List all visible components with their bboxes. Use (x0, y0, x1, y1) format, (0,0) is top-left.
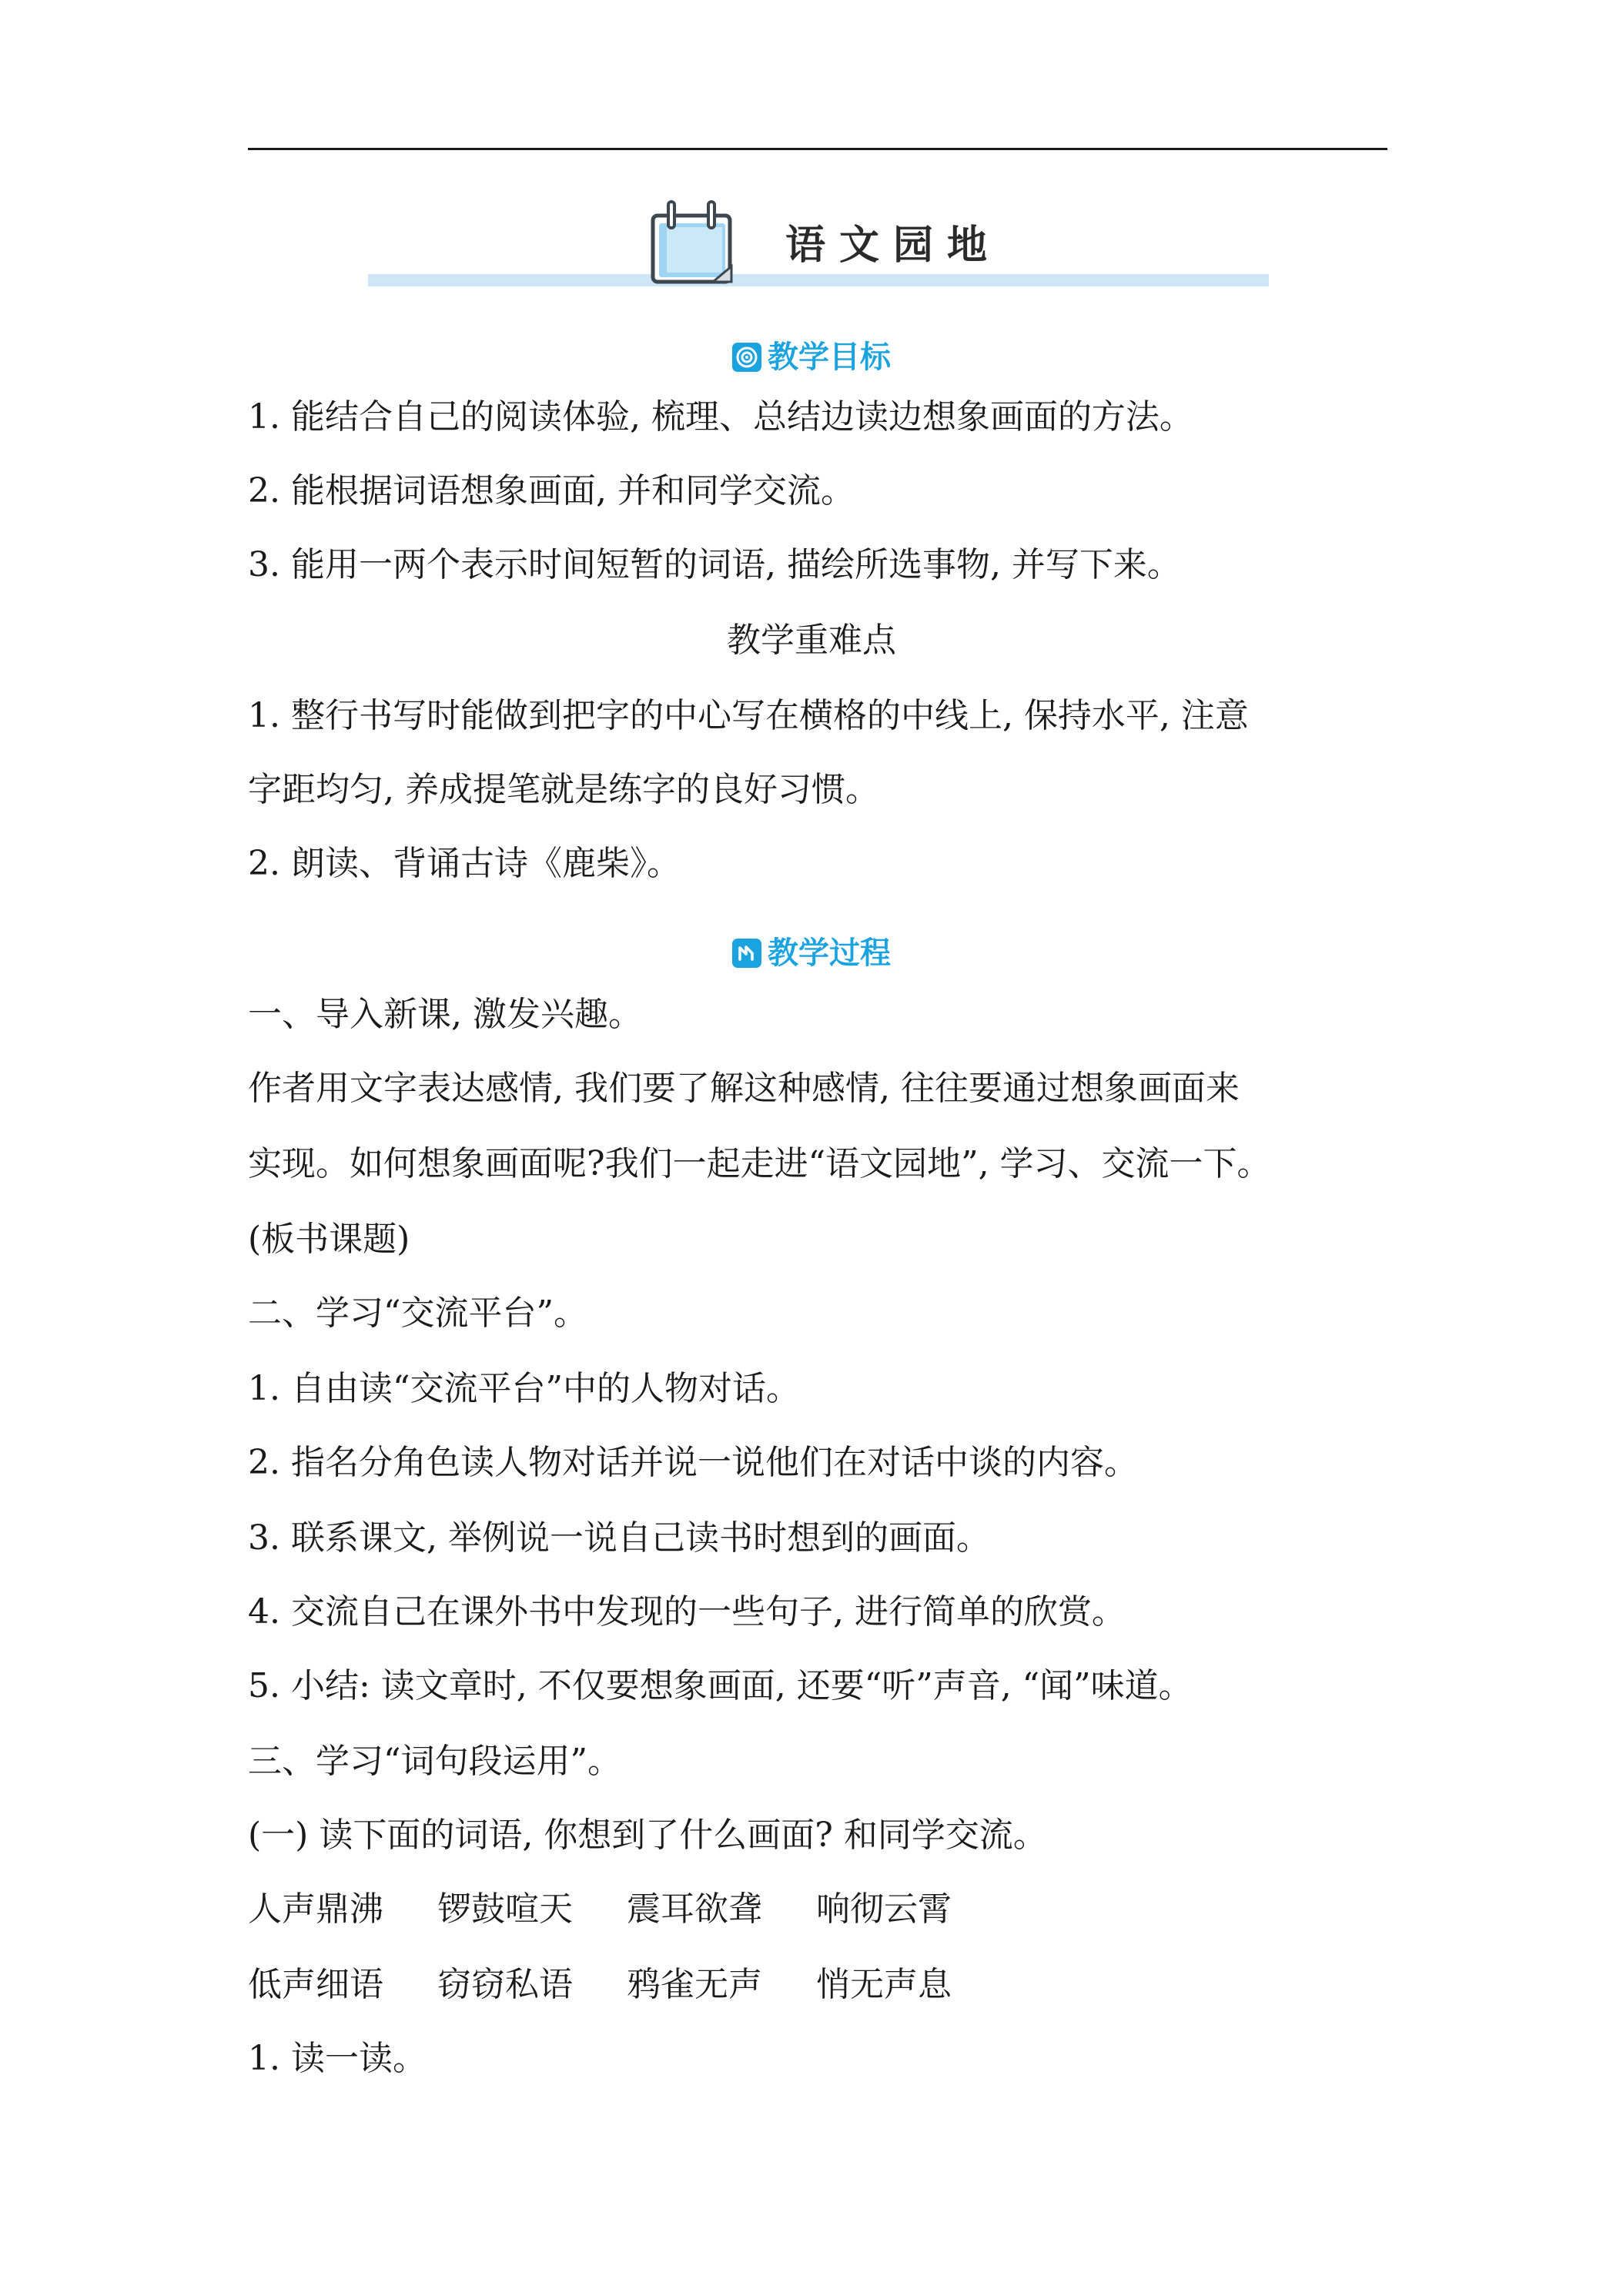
target-icon (732, 343, 761, 372)
section-heading-goals (0, 333, 1623, 377)
word-item: 悄无声息 (816, 1965, 952, 2004)
process-final-line: 1. 读一读。 (248, 2039, 427, 2078)
word-item: 人声鼎沸 (248, 1889, 383, 1929)
word-item: 窃窃私语 (437, 1965, 573, 2004)
word-row-2 (248, 1965, 995, 2004)
process-line-10: 5. 小结: 读文章时, 不仅要想象画面, 还要“听”声音, “闻”味道。 (248, 1666, 1193, 1705)
section-heading-process (0, 929, 1623, 972)
word-item: 鸦雀无声 (627, 1965, 762, 2004)
process-line-9: 4. 交流自己在课外书中发现的一些句子, 进行简单的欣赏。 (248, 1592, 1126, 1632)
section-heading-goals-label: 教学目标 (768, 340, 891, 375)
process-line-11: 三、学习“词句段运用”。 (248, 1742, 621, 1781)
keypoint-line-1: 1. 整行书写时能做到把字的中心写在横格的中线上, 保持水平, 注意 (248, 696, 1249, 735)
keypoint-line-2: 字距均匀, 养成提笔就是练字的良好习惯。 (248, 770, 879, 809)
top-rule (248, 148, 1387, 150)
process-line-8: 3. 联系课文, 举例说一说自己读书时想到的画面。 (248, 1518, 990, 1558)
process-line-2: 作者用文字表达感情, 我们要了解这种感情, 往往要通过想象画面来 (248, 1069, 1240, 1108)
word-row-1 (248, 1889, 995, 1929)
process-line-7: 2. 指名分角色读人物对话并说一说他们在对话中谈的内容。 (248, 1443, 1138, 1482)
keypoint-line-3: 2. 朗读、背诵古诗《鹿柴》。 (248, 844, 681, 883)
process-icon (732, 939, 761, 968)
word-item: 震耳欲聋 (627, 1889, 762, 1929)
process-line-12: (一) 读下面的词语, 你想到了什么画面? 和同学交流。 (248, 1816, 1047, 1855)
process-line-6: 1. 自由读“交流平台”中的人物对话。 (248, 1369, 800, 1408)
word-item: 低声细语 (248, 1965, 383, 2004)
goal-item-3: 3. 能用一两个表示时间短暂的词语, 描绘所选事物, 并写下来。 (248, 545, 1181, 584)
calendar-icon (645, 192, 745, 293)
goal-item-1: 1. 能结合自己的阅读体验, 梳理、总结边读边想象画面的方法。 (248, 397, 1193, 437)
page-title: 语文园地 (785, 223, 1002, 269)
process-line-4: (板书课题) (248, 1220, 410, 1259)
title-band (368, 274, 1269, 286)
word-item: 锣鼓喧天 (437, 1889, 573, 1929)
goal-item-2: 2. 能根据词语想象画面, 并和同学交流。 (248, 471, 855, 510)
process-line-5: 二、学习“交流平台”。 (248, 1294, 587, 1333)
keypoints-heading: 教学重难点 (727, 621, 896, 660)
word-item: 响彻云霄 (816, 1889, 952, 1929)
process-line-3: 实现。如何想象画面呢?我们一起走进“语文园地”, 学习、交流一下。 (248, 1144, 1271, 1183)
section-heading-process-label: 教学过程 (768, 935, 891, 971)
process-line-1: 一、导入新课, 激发兴趣。 (248, 995, 642, 1034)
